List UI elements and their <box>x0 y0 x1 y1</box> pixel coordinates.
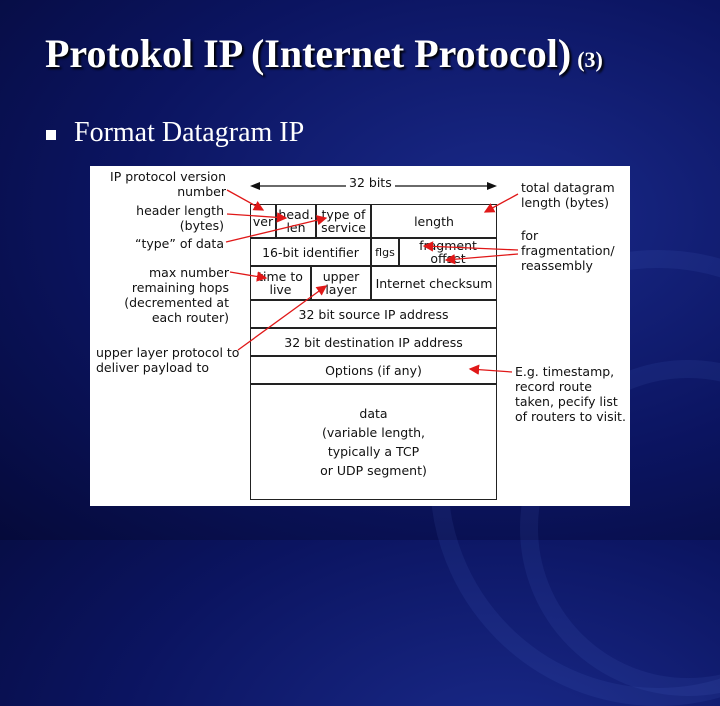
data-line-3: typically a TCP <box>327 444 420 459</box>
slide-title-suffix: (3) <box>577 47 603 72</box>
field-type-of-service: type of service <box>316 204 371 238</box>
note-protocol-version: IP protocol version number <box>110 169 226 199</box>
callout-arrows <box>90 166 630 506</box>
bullet-item <box>46 117 304 149</box>
bullet-text: Format Datagram IP <box>74 117 305 148</box>
field-upper-layer: upper layer <box>311 266 371 300</box>
field-time-to-live: time to live <box>250 266 311 300</box>
slide-title <box>45 30 705 77</box>
note-upper-layer-protocol: upper layer protocol to deliver payload to <box>96 345 240 375</box>
field-version: ver <box>250 204 276 238</box>
bits-width-label: 32 bits <box>346 175 395 190</box>
field-checksum: Internet checksum <box>371 266 497 300</box>
note-max-hops: max number remaining hops (decremented at each router) <box>124 265 229 325</box>
note-options-example: E.g. timestamp, record route taken, pecify list of routers to visit. <box>515 364 626 424</box>
data-line-1: data <box>359 406 388 421</box>
field-identifier: 16-bit identifier <box>250 238 371 266</box>
slide-title-text: Protokol IP (Internet Protocol) <box>45 31 572 76</box>
field-options: Options (if any) <box>250 356 497 384</box>
field-header-length: head. len <box>276 204 316 238</box>
field-flags: flgs <box>371 238 399 266</box>
data-line-4: or UDP segment) <box>320 463 427 478</box>
note-header-length: header length (bytes) <box>136 203 224 233</box>
note-fragmentation: for fragmentation/ reassembly <box>521 228 615 273</box>
field-destination-ip: 32 bit destination IP address <box>250 328 497 356</box>
note-type-of-data: “type” of data <box>134 236 224 251</box>
note-total-length: total datagram length (bytes) <box>521 180 615 210</box>
field-source-ip: 32 bit source IP address <box>250 300 497 328</box>
field-length: length <box>371 204 497 238</box>
square-bullet-icon <box>46 130 56 140</box>
ip-datagram-diagram <box>90 166 630 506</box>
field-fragment-offset: fragment offset <box>399 238 497 266</box>
data-line-2: (variable length, <box>321 425 426 440</box>
